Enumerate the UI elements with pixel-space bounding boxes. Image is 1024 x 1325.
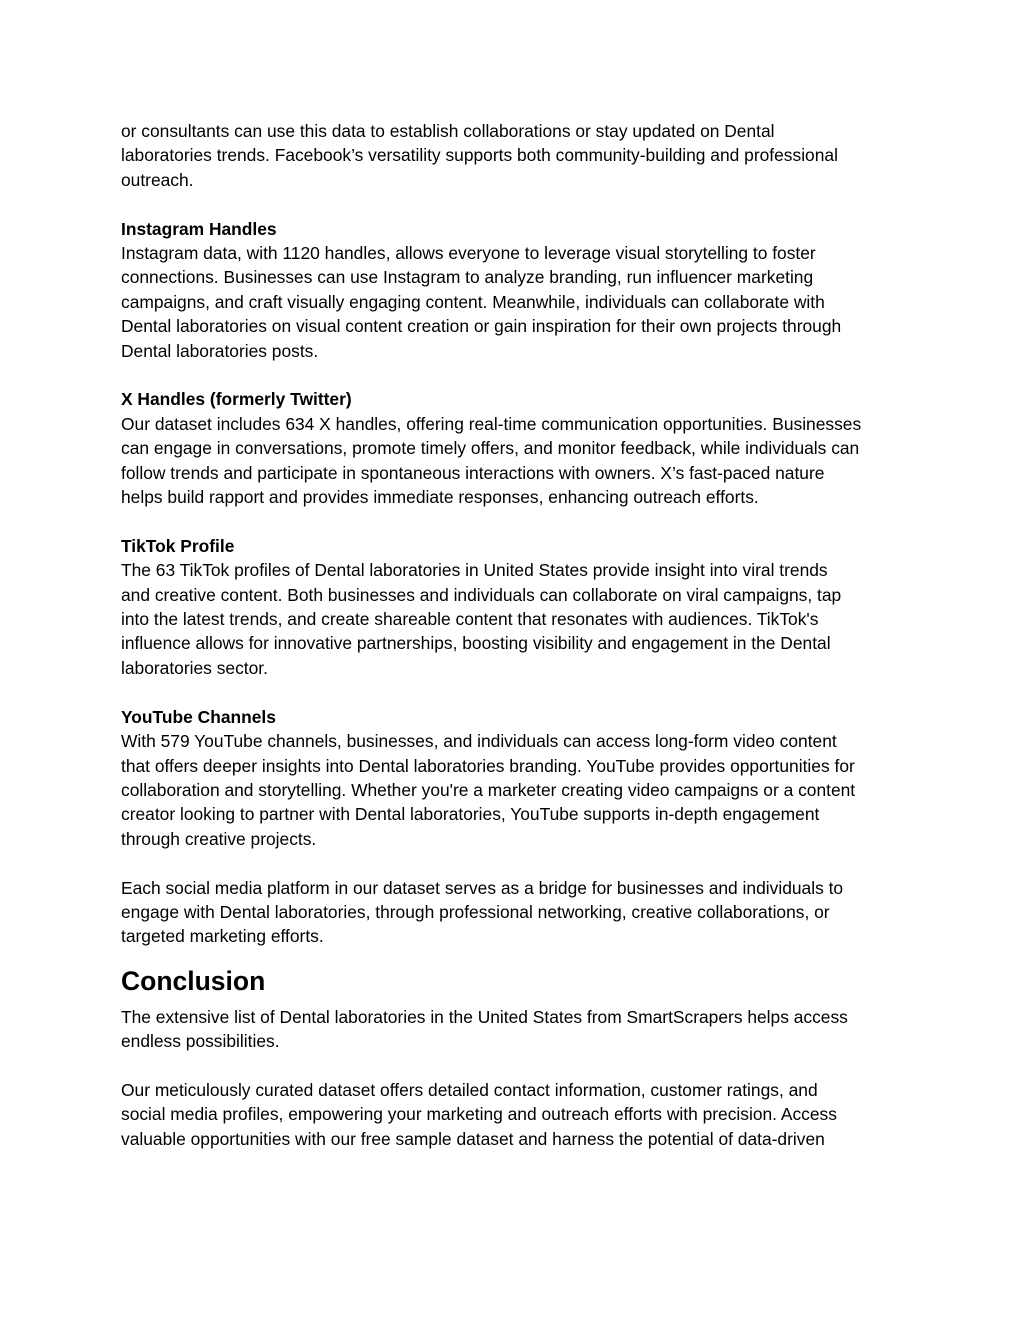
section-heading-x: X Handles (formerly Twitter) bbox=[121, 389, 352, 410]
social-summary-paragraph: Each social media platform in our dataset serves as a bridge for businesses and individuals to engage with Dental laboratories, through professional networking, creative collaborations, or targeted marketing efforts. bbox=[121, 877, 844, 947]
document-page bbox=[121, 119, 911, 1151]
conclusion-paragraph-2: Our meticulously curated dataset offers detailed contact information, customer ratings, and social media profiles, empowering your marketing and outreach efforts with precision. Access valuable opportunities with our free sample dataset and harness the potential of data-driven bbox=[121, 1079, 837, 1149]
spacer bbox=[121, 192, 911, 216]
section-heading-instagram: Instagram Handles bbox=[121, 218, 277, 239]
section-body-youtube: With 579 YouTube channels, businesses, and individuals can access long-form video content that offers deeper insights into Dental laboratories branding. YouTube provides opportunities for collaboration and storytelling. Whether you're a marketer creating video campaigns or a content creator looking to partner with Dental laboratories, YouTube supports in-depth engagement through creative projects. bbox=[121, 731, 856, 849]
conclusion-paragraph-1: The extensive list of Dental laboratories in the United States from SmartScrapers helps access endless possibilities. bbox=[121, 1006, 848, 1052]
spacer bbox=[121, 509, 911, 533]
section-heading-tiktok: TikTok Profile bbox=[121, 535, 235, 556]
section-body-x: Our dataset includes 634 X handles, offering real-time communication opportunities. Businesses can engage in conversations, promote timely offers, and monitor feedback, while individuals can follow trends and participate in spontaneous interactions with owners. X’s fast-paced nature helps build rapport and provides immediate responses, enhancing outreach efforts. bbox=[121, 413, 862, 508]
conclusion-heading: Conclusion bbox=[121, 965, 266, 996]
spacer bbox=[121, 949, 911, 963]
spacer bbox=[121, 680, 911, 704]
section-body-instagram: Instagram data, with 1120 handles, allows everyone to leverage visual storytelling to foster connections. Businesses can use Instagram to analyze branding, run influencer marketing campaigns, and craft visually engaging content. Meanwhile, individuals can collaborate with Dental laboratories on visual content creation or gain inspiration for their own projects through Dental laboratories posts. bbox=[121, 243, 842, 361]
section-body-tiktok: The 63 TikTok profiles of Dental laboratories in United States provide insight into viral trends and creative content. Both businesses and individuals can collaborate on viral campaigns, tap into the latest trends, and create shareable content that resonates with audiences. TikTok's influence allows for innovative partnerships, boosting visibility and engagement in the Dental laboratories sector. bbox=[121, 560, 842, 678]
spacer bbox=[121, 363, 911, 387]
section-heading-youtube: YouTube Channels bbox=[121, 706, 276, 727]
spacer bbox=[121, 1054, 911, 1078]
spacer bbox=[121, 851, 911, 875]
intro-paragraph: or consultants can use this data to establish collaborations or stay updated on Dental laboratories trends. Facebook’s versatility supports both community-building and professional outreach. bbox=[121, 121, 838, 190]
